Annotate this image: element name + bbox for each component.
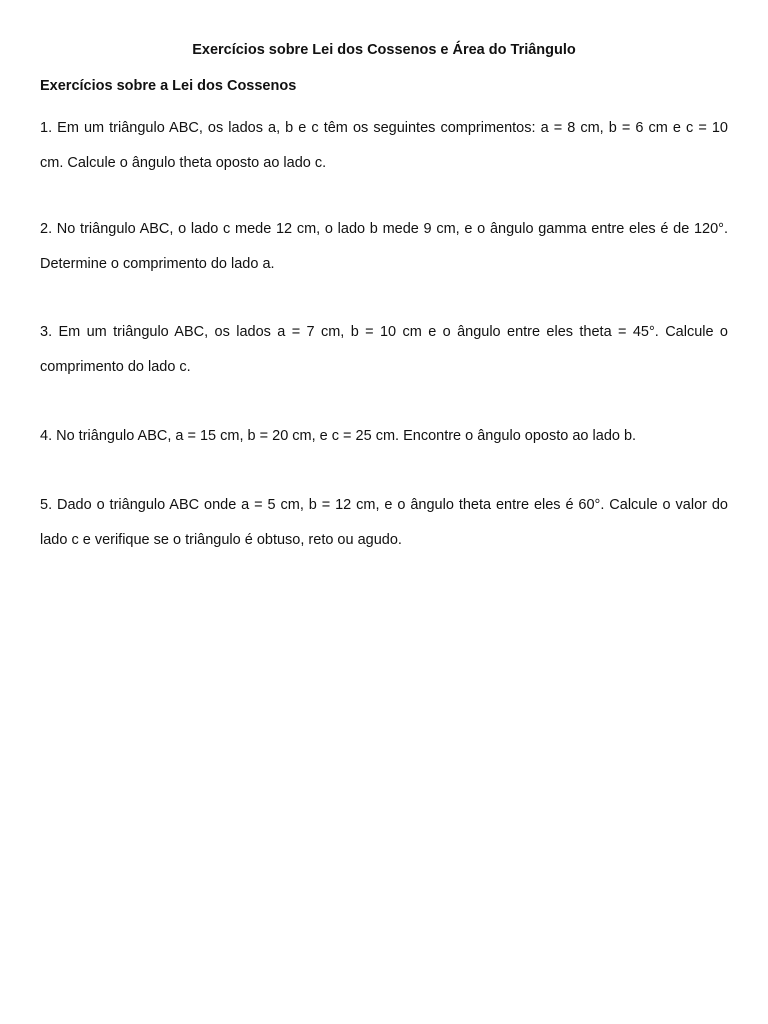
- exercise-3: 3. Em um triângulo ABC, os lados a = 7 cm, b = 10 cm e o ângulo entre eles theta = 45°. Calcule o comprimento do lado c.: [40, 324, 728, 375]
- exercise-1: 1. Em um triângulo ABC, os lados a, b e c têm os seguintes comprimentos: a = 8 cm, b = 6 cm e c = 10 cm. Calcule o ângulo theta oposto ao lado c.: [40, 120, 728, 171]
- section-heading: Exercícios sobre a Lei dos Cossenos: [40, 78, 297, 94]
- exercise-4: 4. No triângulo ABC, a = 15 cm, b = 20 cm, e c = 25 cm. Encontre o ângulo oposto ao lado b.: [40, 428, 637, 444]
- exercise-2: 2. No triângulo ABC, o lado c mede 12 cm, o lado b mede 9 cm, e o ângulo gamma entre eles é de 120°. Determine o comprimento do lado a.: [40, 221, 728, 272]
- document-title: Exercícios sobre Lei dos Cossenos e Área do Triângulo: [192, 42, 576, 58]
- exercise-5: 5. Dado o triângulo ABC onde a = 5 cm, b = 12 cm, e o ângulo theta entre eles é 60°. Calcule o valor do lado c e verifique se o triângulo é obtuso, reto ou agudo.: [40, 497, 728, 548]
